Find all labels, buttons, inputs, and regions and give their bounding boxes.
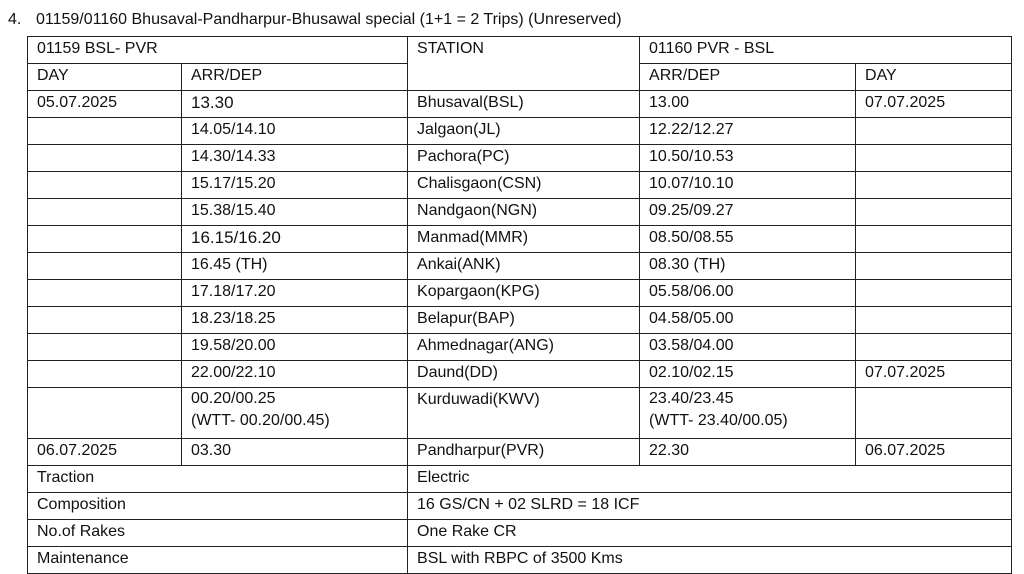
day-down-cell bbox=[28, 172, 182, 199]
day-up-cell bbox=[856, 253, 1012, 280]
table-row bbox=[28, 91, 1012, 118]
day-up-cell bbox=[856, 280, 1012, 307]
time-up-cell: 03.58/04.00 bbox=[640, 334, 856, 361]
station-cell: Chalisgaon(CSN) bbox=[408, 172, 640, 199]
arr-dep-header-down: ARR/DEP bbox=[182, 64, 408, 91]
station-cell: Daund(DD) bbox=[408, 361, 640, 388]
time-down-cell: 14.30/14.33 bbox=[182, 145, 408, 172]
table-row bbox=[28, 439, 1012, 466]
station-cell: Pandharpur(PVR) bbox=[408, 439, 640, 466]
time-up-cell: 12.22/12.27 bbox=[640, 118, 856, 145]
station-cell: Belapur(BAP) bbox=[408, 307, 640, 334]
table-row bbox=[28, 199, 1012, 226]
day-down-cell bbox=[28, 388, 182, 439]
info-value: Electric bbox=[408, 466, 1012, 493]
station-cell: Bhusaval(BSL) bbox=[408, 91, 640, 118]
day-down-cell bbox=[28, 253, 182, 280]
day-up-cell bbox=[856, 172, 1012, 199]
time-up-cell: 10.07/10.10 bbox=[640, 172, 856, 199]
info-row-maintenance bbox=[28, 547, 1012, 574]
table-row bbox=[28, 280, 1012, 307]
time-up-cell: 04.58/05.00 bbox=[640, 307, 856, 334]
day-up-cell: 07.07.2025 bbox=[856, 361, 1012, 388]
down-train-header: 01159 BSL- PVR bbox=[28, 37, 408, 64]
day-up-cell bbox=[856, 199, 1012, 226]
info-value: One Rake CR bbox=[408, 520, 1012, 547]
up-train-header: 01160 PVR - BSL bbox=[640, 37, 1012, 64]
day-up-cell bbox=[856, 334, 1012, 361]
table-row bbox=[28, 145, 1012, 172]
time-up-cell: 09.25/09.27 bbox=[640, 199, 856, 226]
info-value: BSL with RBPC of 3500 Kms bbox=[408, 547, 1012, 574]
time-up-cell: 10.50/10.53 bbox=[640, 145, 856, 172]
day-up-cell bbox=[856, 145, 1012, 172]
time-down-cell: 17.18/17.20 bbox=[182, 280, 408, 307]
station-cell: Kurduwadi(KWV) bbox=[408, 388, 640, 439]
time-down-cell: 16.45 (TH) bbox=[182, 253, 408, 280]
day-down-cell bbox=[28, 118, 182, 145]
station-cell: Kopargaon(KPG) bbox=[408, 280, 640, 307]
time-down-cell: 18.23/18.25 bbox=[182, 307, 408, 334]
table-row bbox=[28, 307, 1012, 334]
day-up-cell: 06.07.2025 bbox=[856, 439, 1012, 466]
info-label: Composition bbox=[28, 493, 408, 520]
station-cell: Ahmednagar(ANG) bbox=[408, 334, 640, 361]
info-value: 16 GS/CN + 02 SLRD = 18 ICF bbox=[408, 493, 1012, 520]
table-row bbox=[28, 172, 1012, 199]
day-down-cell bbox=[28, 334, 182, 361]
day-header-down: DAY bbox=[28, 64, 182, 91]
time-down-cell: 19.58/20.00 bbox=[182, 334, 408, 361]
day-down-cell: 06.07.2025 bbox=[28, 439, 182, 466]
day-up-cell: 07.07.2025 bbox=[856, 91, 1012, 118]
day-down-cell bbox=[28, 199, 182, 226]
time-down-line-2: (WTT- 00.20/00.45) bbox=[191, 412, 330, 429]
table-row bbox=[28, 334, 1012, 361]
day-header-up: DAY bbox=[856, 64, 1012, 91]
time-down-cell: 15.17/15.20 bbox=[182, 172, 408, 199]
info-row-rakes bbox=[28, 520, 1012, 547]
time-down-cell: 22.00/22.10 bbox=[182, 361, 408, 388]
day-up-cell bbox=[856, 226, 1012, 253]
station-cell: Nandgaon(NGN) bbox=[408, 199, 640, 226]
day-down-cell bbox=[28, 145, 182, 172]
time-up-cell: 08.30 (TH) bbox=[640, 253, 856, 280]
info-row-traction bbox=[28, 466, 1012, 493]
info-row-composition bbox=[28, 493, 1012, 520]
day-down-cell: 05.07.2025 bbox=[28, 91, 182, 118]
time-down-cell: 15.38/15.40 bbox=[182, 199, 408, 226]
time-up-cell: 05.58/06.00 bbox=[640, 280, 856, 307]
station-cell: Ankai(ANK) bbox=[408, 253, 640, 280]
table-row bbox=[28, 118, 1012, 145]
time-down-cell: 16.15/16.20 bbox=[182, 226, 408, 253]
table-row bbox=[28, 226, 1012, 253]
day-up-cell bbox=[856, 118, 1012, 145]
time-down-cell bbox=[182, 388, 408, 439]
time-up-cell: 22.30 bbox=[640, 439, 856, 466]
time-up-line-1: 23.40/23.45 bbox=[649, 390, 734, 407]
section-title-text: 01159/01160 Bhusaval-Pandharpur-Bhusawal special (1+1 = 2 Trips) (Unreserved) bbox=[36, 11, 622, 28]
time-up-cell: 08.50/08.55 bbox=[640, 226, 856, 253]
day-down-cell bbox=[28, 226, 182, 253]
time-down-cell: 14.05/14.10 bbox=[182, 118, 408, 145]
time-up-cell: 02.10/02.15 bbox=[640, 361, 856, 388]
day-down-cell bbox=[28, 361, 182, 388]
time-down-line-1: 00.20/00.25 bbox=[191, 390, 276, 407]
info-label: Traction bbox=[28, 466, 408, 493]
day-down-cell bbox=[28, 307, 182, 334]
time-up-line-2: (WTT- 23.40/00.05) bbox=[649, 412, 788, 429]
info-label: Maintenance bbox=[28, 547, 408, 574]
section-title bbox=[8, 10, 622, 30]
station-cell: Manmad(MMR) bbox=[408, 226, 640, 253]
timetable bbox=[27, 36, 1012, 574]
time-down-cell: 13.30 bbox=[182, 91, 408, 118]
day-up-cell bbox=[856, 388, 1012, 439]
info-label: No.of Rakes bbox=[28, 520, 408, 547]
kurduwadi-row bbox=[28, 388, 1012, 439]
table-row bbox=[28, 361, 1012, 388]
station-header: STATION bbox=[408, 37, 640, 91]
time-up-cell bbox=[640, 388, 856, 439]
station-cell: Jalgaon(JL) bbox=[408, 118, 640, 145]
day-down-cell bbox=[28, 280, 182, 307]
time-down-cell: 03.30 bbox=[182, 439, 408, 466]
day-up-cell bbox=[856, 307, 1012, 334]
table-row bbox=[28, 253, 1012, 280]
section-number: 4. bbox=[8, 11, 22, 28]
time-up-cell: 13.00 bbox=[640, 91, 856, 118]
arr-dep-header-up: ARR/DEP bbox=[640, 64, 856, 91]
station-cell: Pachora(PC) bbox=[408, 145, 640, 172]
header-row-1 bbox=[28, 37, 1012, 64]
